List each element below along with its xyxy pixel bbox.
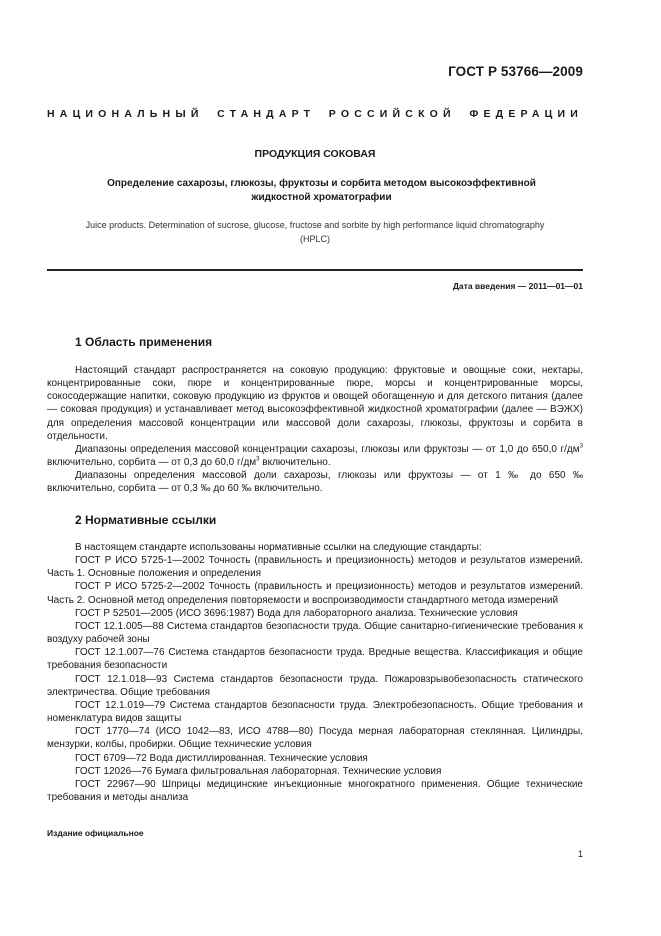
- banner-word: СТАНДАРТ: [217, 108, 316, 120]
- official-edition-label: Издание официальное: [47, 828, 144, 838]
- reference-item: ГОСТ 12.1.007—76 Система стандартов безопасности труда. Вредные вещества. Классификация и общие требования безопасности: [47, 647, 583, 672]
- reference-item: ГОСТ 12.1.019—79 Система стандартов безопасности труда. Электробезопасность. Общие требования и номенклатура видов защиты: [47, 699, 583, 725]
- section-1-heading: 1 Область применения: [75, 335, 213, 349]
- introduction-date: Дата введения — 2011—01—01: [452, 281, 583, 291]
- paragraph: В настоящем стандарте использованы нормативные ссылки на следующие стандарты:: [75, 542, 482, 553]
- reference-item: ГОСТ 22967—90 Шприцы медицинские инъекционные многократного применения. Общие технические требования и методы анализа: [47, 778, 583, 803]
- national-standard-banner: [47, 108, 583, 120]
- paragraph: Диапазоны определения массовой концентрации сахарозы, глюкозы или фруктозы — от 1,0 до 650,0 $г/дм^3$ включительно, сорбита — от 0,3 до 60,0 $г/дм^3$ включительно.: [47, 443, 583, 469]
- reference-item: ГОСТ Р ИСО 5725-1—2002 Точность (правильность и прецизионность) методов и результатов измерений. Часть 1. Основные положения и определения: [47, 555, 583, 580]
- paragraph: Настоящий стандарт распространяется на соковую продукцию: фруктовые и овощные соки, нектары, концентрированные соки, пюре и концентрированные пюре, морсы и концентрированные морсы, сокосодержащие напитки, соковую продукцию из фруктов и овощей обогащенную и для детского питания (далее — соковая продукция) и устанавливает метод высокоэффективной жидкостной хроматографии (далее — ВЭЖХ) для определения массовой концентрации или массовой доли сахарозы, глюкозы, фруктозы и сорбита в отдельности.: [47, 365, 583, 442]
- english-title: [47, 219, 583, 246]
- reference-item: ГОСТ Р 52501—2005 (ИСО 3696:1987) Вода для лабораторного анализа. Технические условия: [75, 607, 518, 619]
- document-subtitle: [60, 177, 583, 205]
- paragraph: Диапазоны определения массовой доли сахарозы, глюкозы или фруктозы — от 1 ‰ до 650 ‰ включительно, сорбита — от 0,3 ‰ до 60 ‰ включительно.: [47, 470, 583, 495]
- page-number: 1: [577, 849, 583, 859]
- english-title-line: (HPLC): [299, 233, 330, 244]
- section-2-body: [47, 541, 583, 804]
- banner-word: НАЦИОНАЛЬНЫЙ: [47, 108, 204, 120]
- reference-item: ГОСТ 12026—76 Бумага фильтровальная лабораторная. Технические условия: [75, 765, 442, 777]
- document-title: ПРОДУКЦИЯ СОКОВАЯ: [254, 148, 376, 160]
- banner-word: РОССИЙСКОЙ: [328, 108, 456, 120]
- english-title-line: Juice products. Determination of sucrose, glucose, fructose and sorbite by high performance liquid chromatography: [85, 220, 545, 230]
- section-2-heading: 2 Нормативные ссылки: [75, 513, 217, 527]
- standard-code: ГОСТ Р 53766—2009: [448, 64, 583, 79]
- banner-word: ФЕДЕРАЦИИ: [469, 108, 583, 120]
- reference-item: ГОСТ 12.1.018—93 Система стандартов безопасности труда. Пожаровзрывобезопасность статического электричества. Общие требования: [47, 673, 583, 698]
- section-1-body: [47, 364, 583, 496]
- reference-item: ГОСТ 6709—72 Вода дистиллированная. Технические условия: [75, 752, 368, 764]
- reference-item: ГОСТ 1770—74 (ИСО 1042—83, ИСО 4788—80) Посуда мерная лабораторная стеклянная. Цилиндры, мензурки, колбы, пробирки. Общие технические условия: [47, 726, 583, 751]
- header-divider: [47, 269, 583, 271]
- subtitle-line: жидкостной хроматографии: [251, 192, 392, 203]
- reference-item: ГОСТ 12.1.005—88 Система стандартов безопасности труда. Общие санитарно-гигиенические требования к воздуху рабочей зоны: [47, 620, 583, 646]
- subtitle-line: Определение сахарозы, глюкозы, фруктозы и сорбита методом высокоэффективной: [107, 178, 536, 189]
- reference-item: ГОСТ Р ИСО 5725-2—2002 Точность (правильность и прецизионность) методов и результатов измерений. Часть 2. Основной метод определения повторяемости и воспроизводимости стандартного метода измерений: [47, 581, 583, 606]
